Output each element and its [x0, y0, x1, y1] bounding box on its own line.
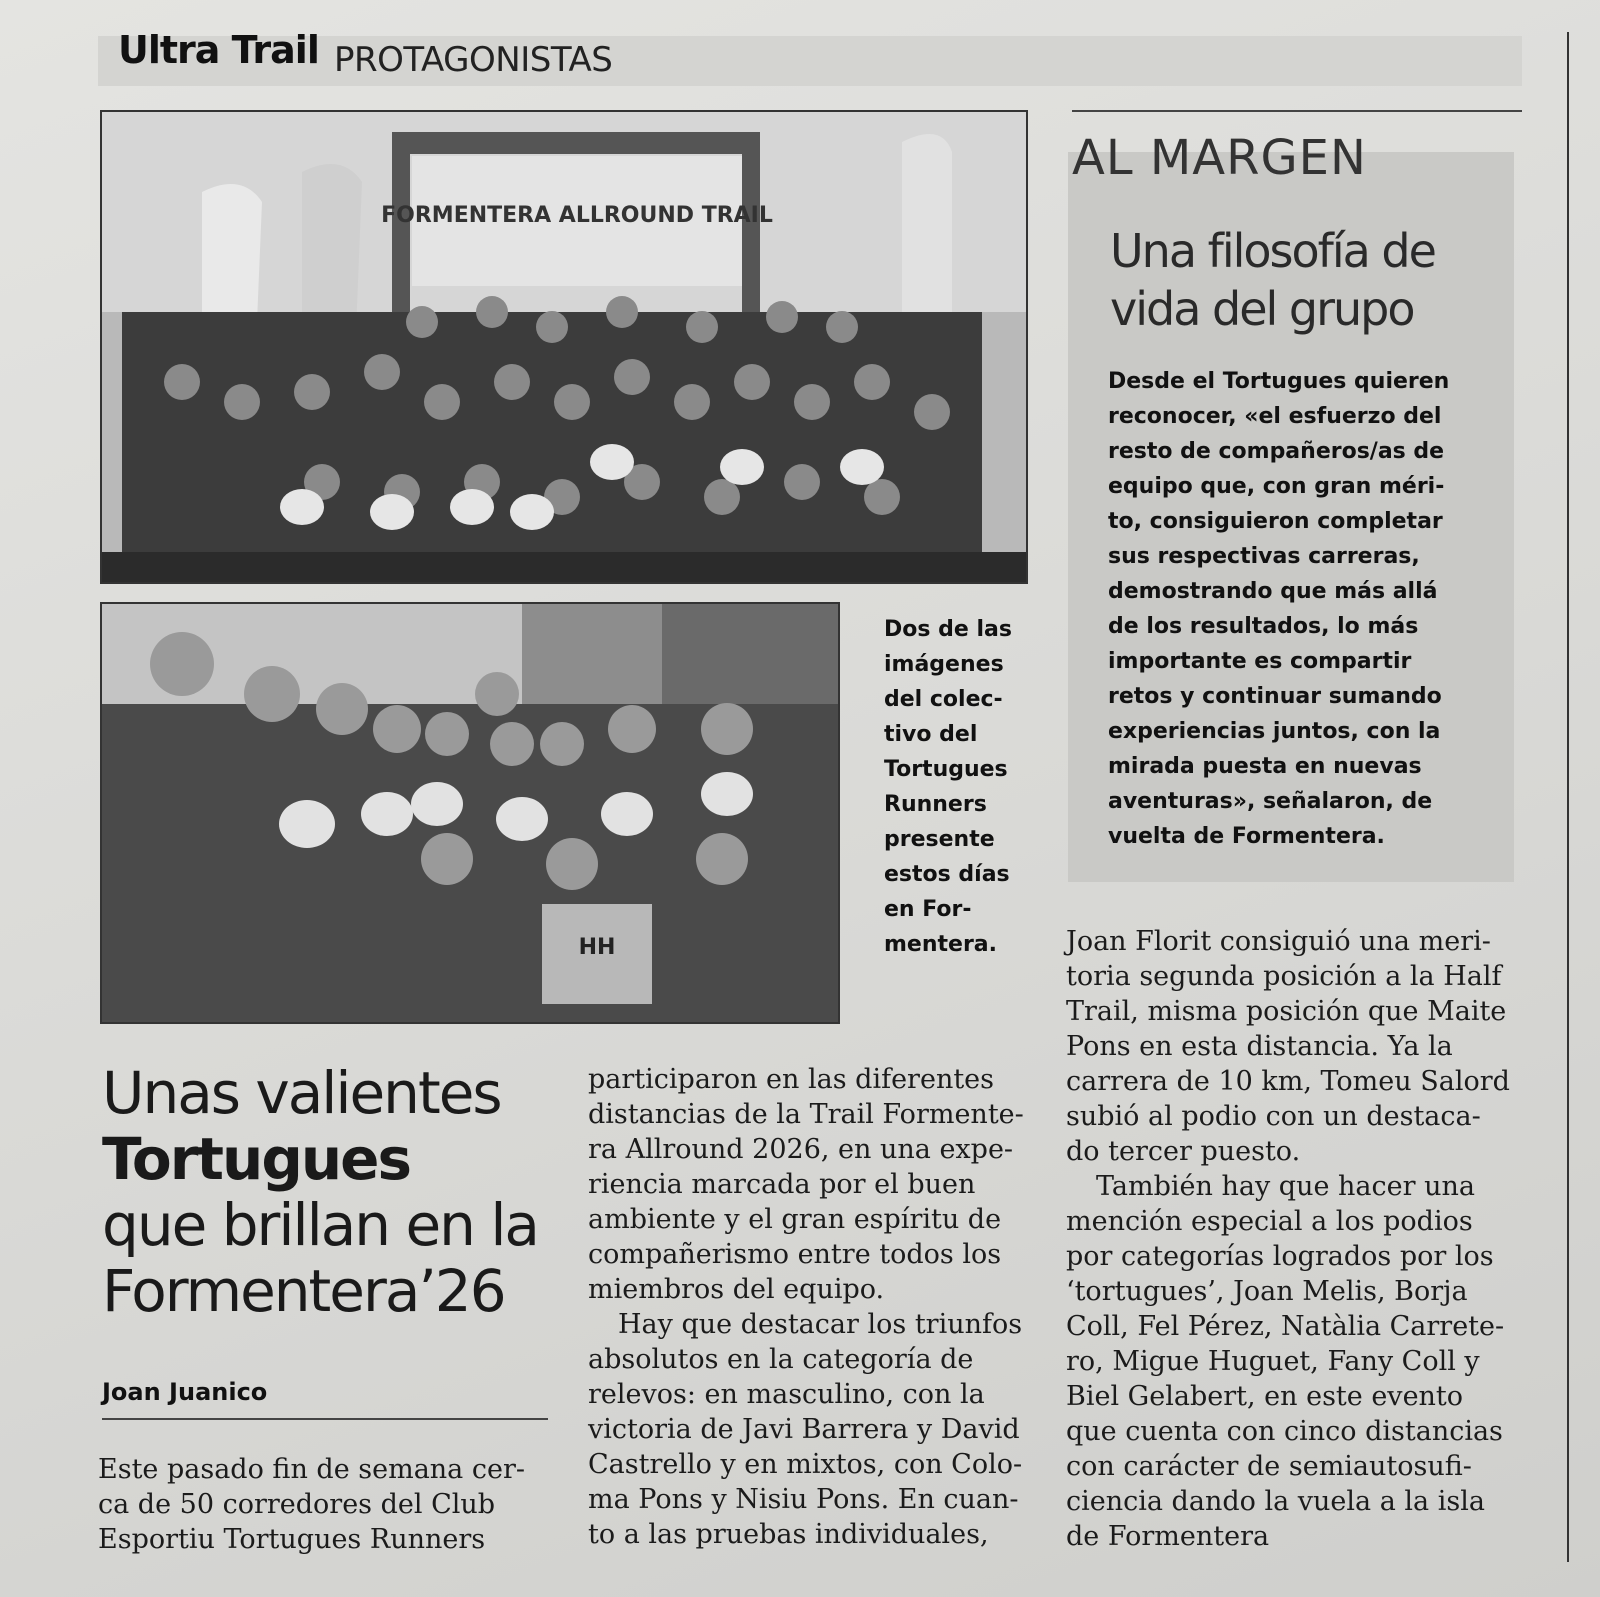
team-group-photo — [100, 602, 840, 1024]
sidebar-title-line: vida del grupo — [1110, 282, 1414, 336]
body-line: Hay que destacar los triunfos — [618, 1309, 1023, 1340]
body-line: ma Pons y Nisiu Pons. En cuan- — [588, 1484, 1019, 1515]
podium-banner-text: FORMENTERA ALLROUND TRAIL — [381, 203, 773, 228]
caption-line: imágenes — [884, 652, 1004, 677]
sidebar-top-rule — [1072, 110, 1522, 112]
body-line: absolutos en la categoría de — [588, 1344, 974, 1375]
body-line: ro, Migue Huguet, Fany Coll y — [1066, 1346, 1480, 1377]
sidebar-line: reconocer, «el esfuerzo del — [1108, 404, 1442, 429]
sidebar-line: experiencias juntos, con la — [1108, 719, 1441, 744]
body-line: ambiente y el gran espíritu de — [588, 1204, 1002, 1235]
body-line: Este pasado fin de semana cer- — [98, 1454, 525, 1485]
caption-line: del colec- — [884, 687, 1003, 712]
body-line: compañerismo entre todos los — [588, 1239, 1002, 1270]
body-line: por categorías logrados por los — [1066, 1241, 1494, 1272]
body-line: ra Allround 2026, en una expe- — [588, 1134, 1014, 1165]
body-line: Biel Gelabert, en este evento — [1066, 1381, 1464, 1412]
caption-line: presente — [884, 827, 995, 852]
body-line: relevos: en masculino, con la — [588, 1379, 985, 1410]
body-line: toria segunda posición a la Half — [1066, 961, 1502, 992]
body-line: ‘tortugues’, Joan Melis, Borja — [1066, 1276, 1468, 1307]
author-rule — [102, 1418, 548, 1420]
sidebar-line: retos y continuar sumando — [1108, 684, 1442, 709]
body-line: También hay que hacer una — [1096, 1171, 1475, 1202]
body-line: que cuenta con cinco distancias — [1066, 1416, 1503, 1447]
caption-line: tivo del — [884, 722, 978, 747]
body-line: to a las pruebas individuales, — [588, 1519, 989, 1550]
article-author: Joan Juanico — [102, 1378, 268, 1406]
sidebar-title — [1110, 222, 1510, 338]
sidebar-kicker: AL MARGEN — [1072, 130, 1367, 186]
photo-caption — [884, 612, 1034, 962]
body-line: Esportiu Tortugues Runners — [98, 1524, 486, 1555]
body-line: distancias de la Trail Formente- — [588, 1099, 1024, 1130]
caption-line: en For- — [884, 897, 972, 922]
body-line: con carácter de semiautosufi- — [1066, 1451, 1472, 1482]
body-line: miembros del equipo. — [588, 1274, 885, 1305]
body-line: participaron en las diferentes — [588, 1064, 995, 1095]
body-line: Trail, misma posición que Maite — [1066, 996, 1507, 1027]
sidebar-line: resto de compañeros/as de — [1108, 439, 1445, 464]
body-line: victoria de Javi Barrera y David — [588, 1414, 1020, 1445]
article-column-2 — [588, 1062, 1028, 1552]
sidebar-line: to, consiguieron completar — [1108, 509, 1443, 534]
caption-line: Runners — [884, 792, 987, 817]
sidebar-line: importante es compartir — [1108, 649, 1412, 674]
article-headline — [102, 1060, 562, 1324]
sidebar-line: de los resultados, lo más — [1108, 614, 1419, 639]
body-line: riencia marcada por el buen — [588, 1169, 976, 1200]
section-title: Ultra Trail — [118, 28, 319, 72]
body-line: mención especial a los podios — [1066, 1206, 1473, 1237]
section-subtitle: PROTAGONISTAS — [334, 40, 613, 80]
sidebar-body — [1108, 364, 1508, 854]
podium-group-photo — [100, 110, 1028, 584]
body-line: Pons en esta distancia. Ya la — [1066, 1031, 1453, 1062]
sidebar-line: mirada puesta en nuevas — [1108, 754, 1422, 779]
sidebar-title-line: Una filosofía de — [1110, 224, 1435, 278]
headline-line-bold: Tortugues — [102, 1125, 410, 1193]
column-rule — [1567, 32, 1569, 1562]
article-column-3 — [1066, 924, 1518, 1554]
body-line: do tercer puesto. — [1066, 1136, 1301, 1167]
body-line: subió al podio con un destaca- — [1066, 1101, 1481, 1132]
caption-line: Tortugues — [884, 757, 1008, 782]
sidebar-line: vuelta de Formentera. — [1108, 824, 1385, 849]
caption-line: Dos de las — [884, 617, 1012, 642]
body-line: ciencia dando la vuela a la isla — [1066, 1486, 1485, 1517]
shirt-logo-text: HH — [578, 935, 616, 960]
caption-line: mentera. — [884, 932, 997, 957]
body-line: Castrello y en mixtos, con Colo- — [588, 1449, 1023, 1480]
body-line: Coll, Fel Pérez, Natàlia Carrete- — [1066, 1311, 1505, 1342]
body-line: de Formentera — [1066, 1521, 1270, 1552]
body-line: ca de 50 corredores del Club — [98, 1489, 496, 1520]
article-column-1 — [98, 1452, 548, 1557]
sidebar-line: sus respectivas carreras, — [1108, 544, 1420, 569]
headline-line: que brillan en la — [102, 1191, 538, 1259]
sidebar-line: Desde el Tortugues quieren — [1108, 369, 1450, 394]
caption-line: estos días — [884, 862, 1010, 887]
sidebar-line: aventuras», señalaron, de — [1108, 789, 1433, 814]
body-line: carrera de 10 km, Tomeu Salord — [1066, 1066, 1510, 1097]
headline-line: Formentera’26 — [102, 1257, 505, 1325]
sidebar-line: demostrando que más allá — [1108, 579, 1438, 604]
sidebar-line: equipo que, con gran méri- — [1108, 474, 1445, 499]
headline-line: Unas valientes — [102, 1059, 501, 1127]
body-line: Joan Florit consiguió una meri- — [1066, 926, 1491, 957]
